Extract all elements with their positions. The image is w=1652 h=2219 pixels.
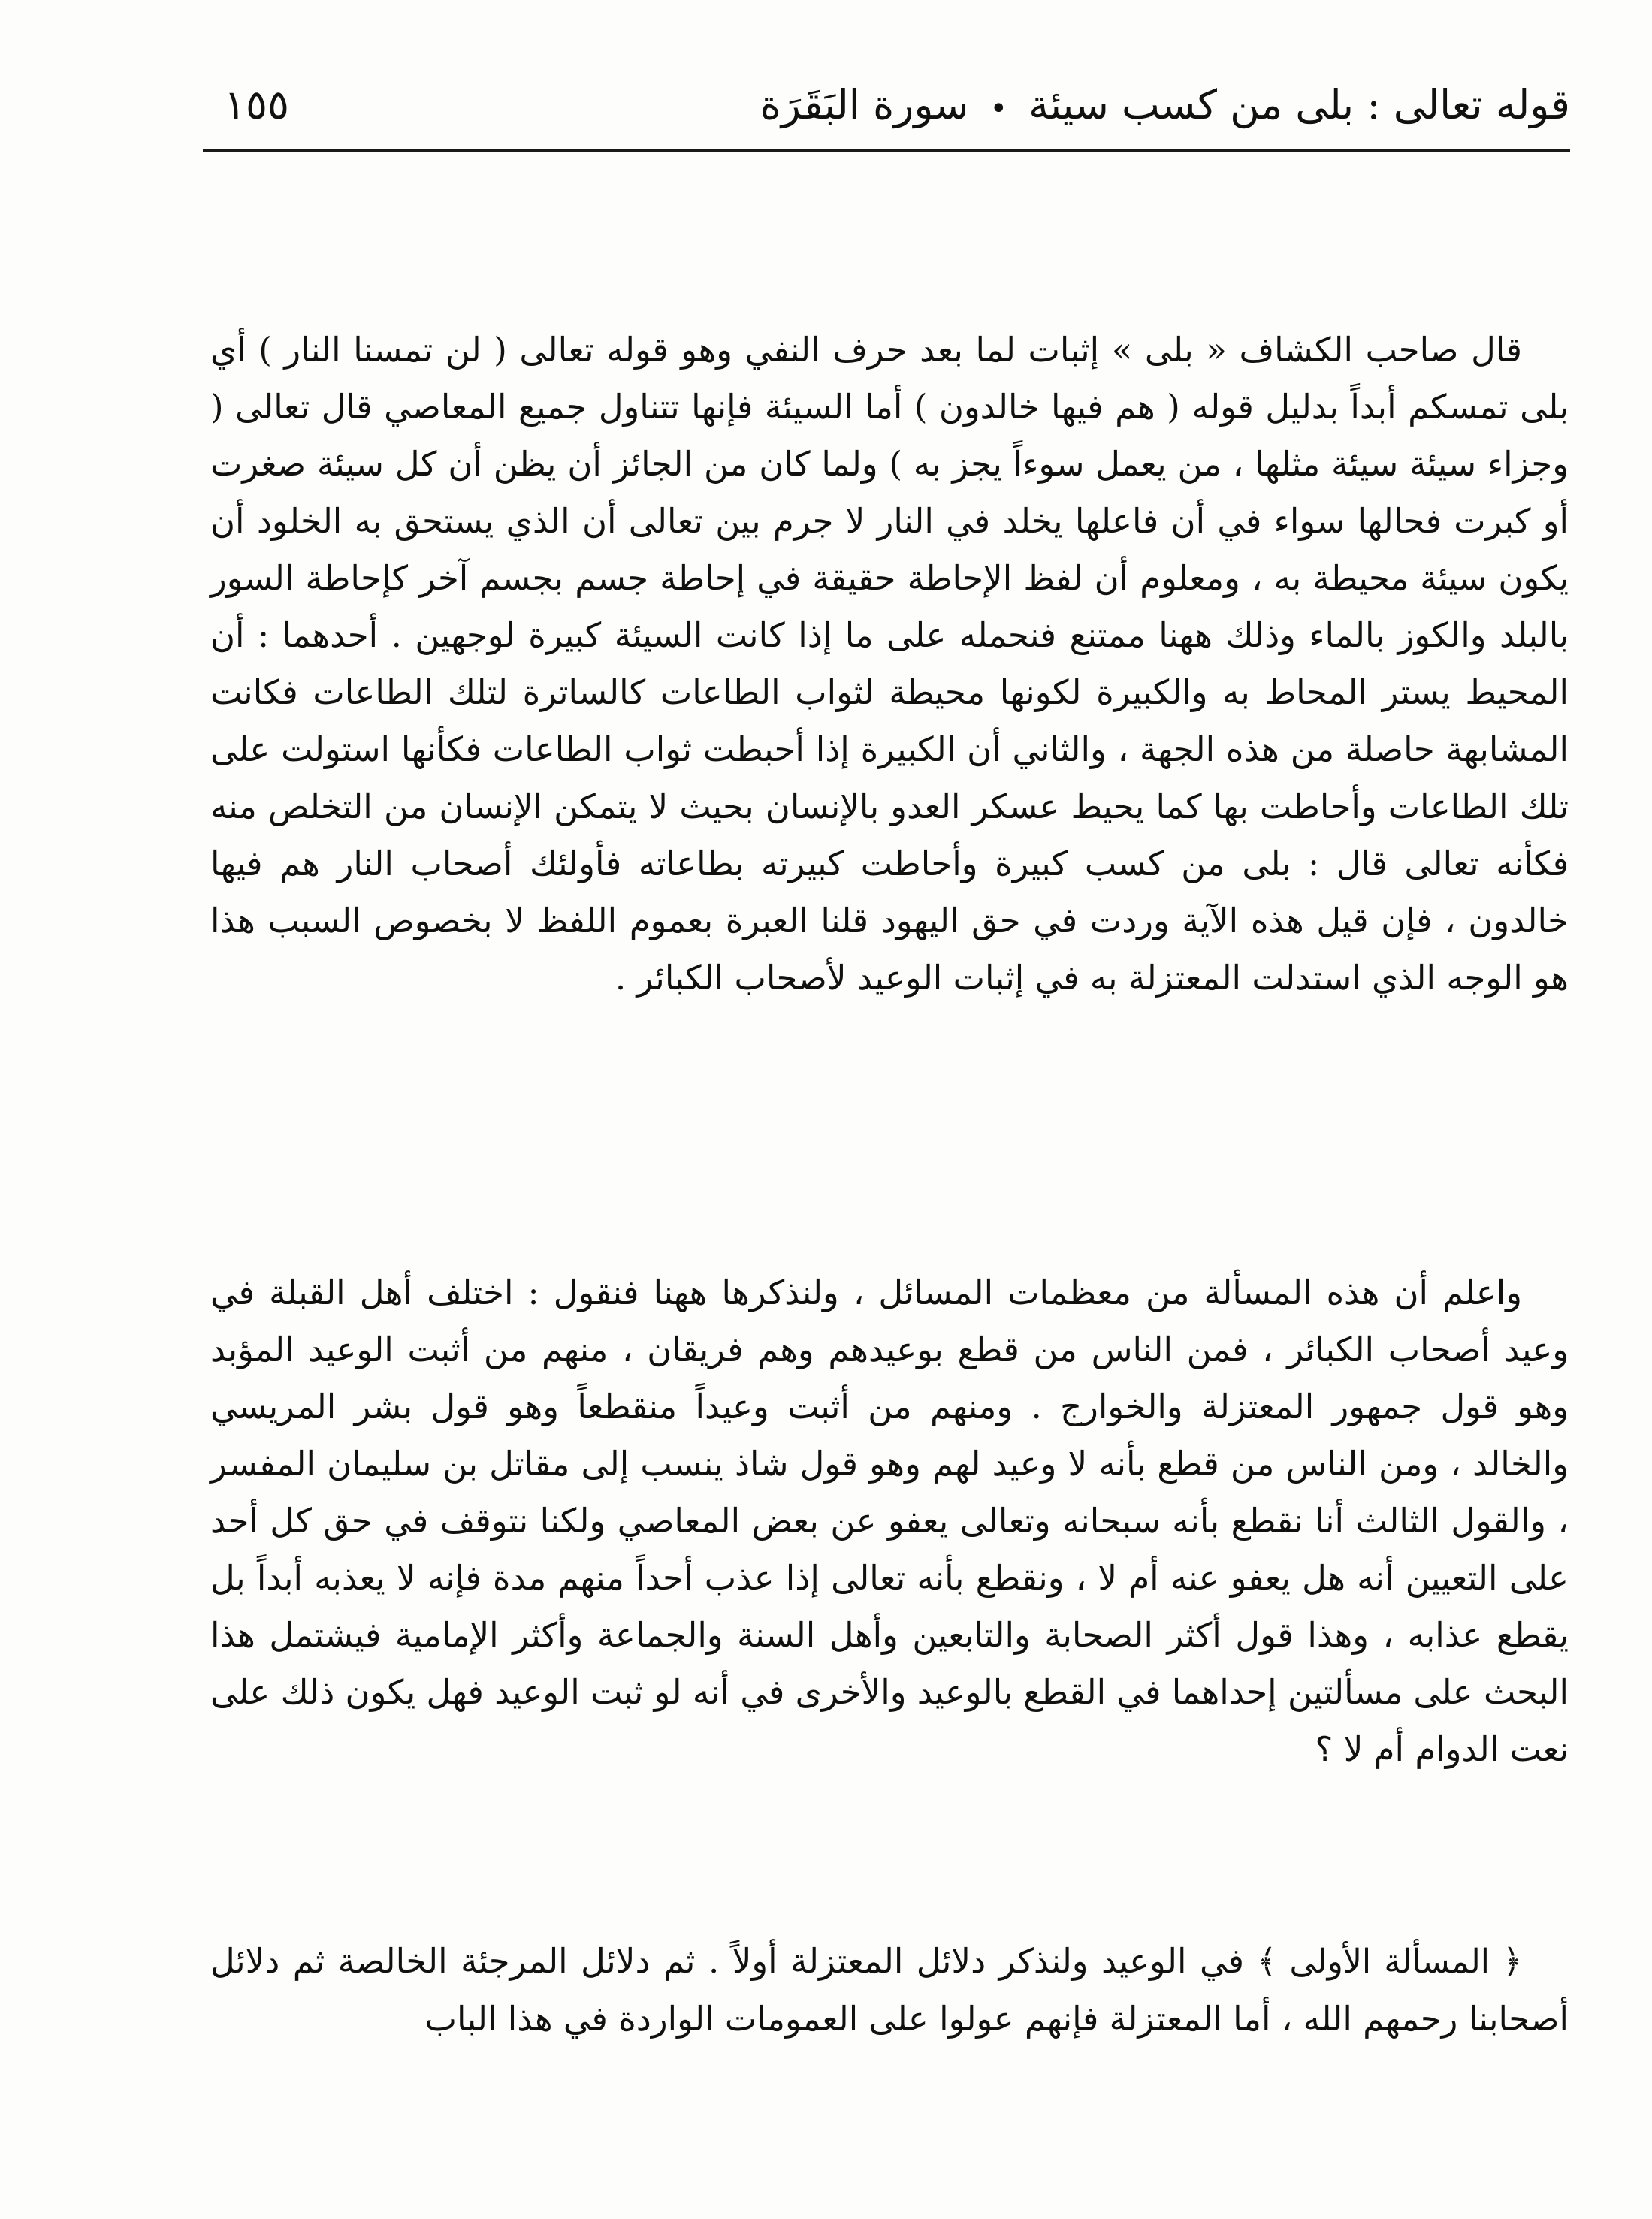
paragraph-major-question xyxy=(210,1264,1569,1778)
running-header xyxy=(203,69,1570,152)
paragraph-text: في الوعيد ولنذكر دلائل المعتزلة أولاً . ثم دلائل المرجئة الخالصة ثم دلائل أصحابنا رحمهم الله ، أما المعتزلة فإنهم عولوا على العمومات الواردة في هذا الباب xyxy=(210,1941,1569,2039)
header-separator: • xyxy=(989,92,1008,126)
paragraph-text: قال صاحب الكشاف « بلى » إثبات لما بعد حرف النفي وهو قوله تعالى ( لن تمسنا النار ) أي بلى تمسكم أبداً بدليل قوله ( هم فيها خالدون ) أما السيئة فإنها تتناول جميع المعاصي قال تعالى ( وجزاء سيئة سيئة مثلها ، من يعمل سوءاً يجز به ) ولما كان من الجائز أن يظن أن كل سيئة صغرت أو كبرت فحالها سواء في أن فاعلها يخلد في النار لا جرم بين تعالى أن الذي يستحق به الخلود أن يكون سيئة محيطة به ، ومعلوم أن لفظ الإحاطة حقيقة في إحاطة جسم بجسم آخر كإحاطة السور بالبلد والكوز بالماء وذلك ههنا ممتنع فنحمله على ما إذا كانت السيئة كبيرة لوجهين . أحدهما : أن المحيط يستر المحاط به والكبيرة لكونها محيطة لثواب الطاعات كالساترة لتلك الطاعات فكانت المشابهة حاصلة من هذه الجهة ، والثاني أن الكبيرة إذا أحبطت ثواب الطاعات فكأنها استولت على تلك الطاعات وأحاطت بها كما يحيط عسكر العدو بالإنسان بحيث لا يتمكن الإنسان من التخلص منه فكأنه تعالى قال : بلى من كسب كبيرة وأحاطت كبيرته بطاعاته فأولئك أصحاب النار هم فيها خالدون ، فإن قيل هذه الآية وردت في حق اليهود قلنا العبرة بعموم اللفظ لا بخصوص السبب هذا هو الوجه الذي استدلت المعتزلة به في إثبات الوعيد لأصحاب الكبائر . xyxy=(210,330,1569,998)
page-number: ١٥٥ xyxy=(224,81,290,128)
paragraph-kashshaf xyxy=(210,322,1569,1007)
section-heading: ﴿ المسألة الأولى ﴾ xyxy=(1257,1943,1522,1981)
header-rule xyxy=(203,149,1570,152)
header-verse-title: قوله تعالى : بلى من كسب سيئة xyxy=(1028,81,1570,128)
paragraph-text: واعلم أن هذه المسألة من معظمات المسائل ، ولنذكرها ههنا فنقول : اختلف أهل القبلة في وعيد أصحاب الكبائر ، فمن الناس من قطع بوعيدهم وهم فريقان ، منهم من أثبت الوعيد المؤبد وهو قول جمهور المعتزلة والخوارج . ومنهم من أثبت وعيداً منقطعاً وهو قول بشر المريسي والخالد ، ومن الناس من قطع بأنه لا وعيد لهم وهو قول شاذ ينسب إلى مقاتل بن سليمان المفسر ، والقول الثالث أنا نقطع بأنه سبحانه وتعالى يعفو عن بعض المعاصي ولكنا نتوقف في حق كل أحد على التعيين أنه هل يعفو عنه أم لا ، ونقطع بأنه تعالى إذا عذب أحداً منهم مدة فإنه لا يعذبه أبداً بل يقطع عذابه ، وهذا قول أكثر الصحابة والتابعين وأهل السنة والجماعة وأكثر الإمامية فيشتمل هذا البحث على مسألتين إحداهما في القطع بالوعيد والأخرى في أنه لو ثبت الوعيد فهل يكون ذلك على نعت الدوام أم لا ؟ xyxy=(210,1273,1569,1769)
paragraph-first-question xyxy=(210,1933,1569,2048)
header-title xyxy=(760,75,1570,139)
header-surah-name: سورة البَقَرَة xyxy=(760,81,969,128)
